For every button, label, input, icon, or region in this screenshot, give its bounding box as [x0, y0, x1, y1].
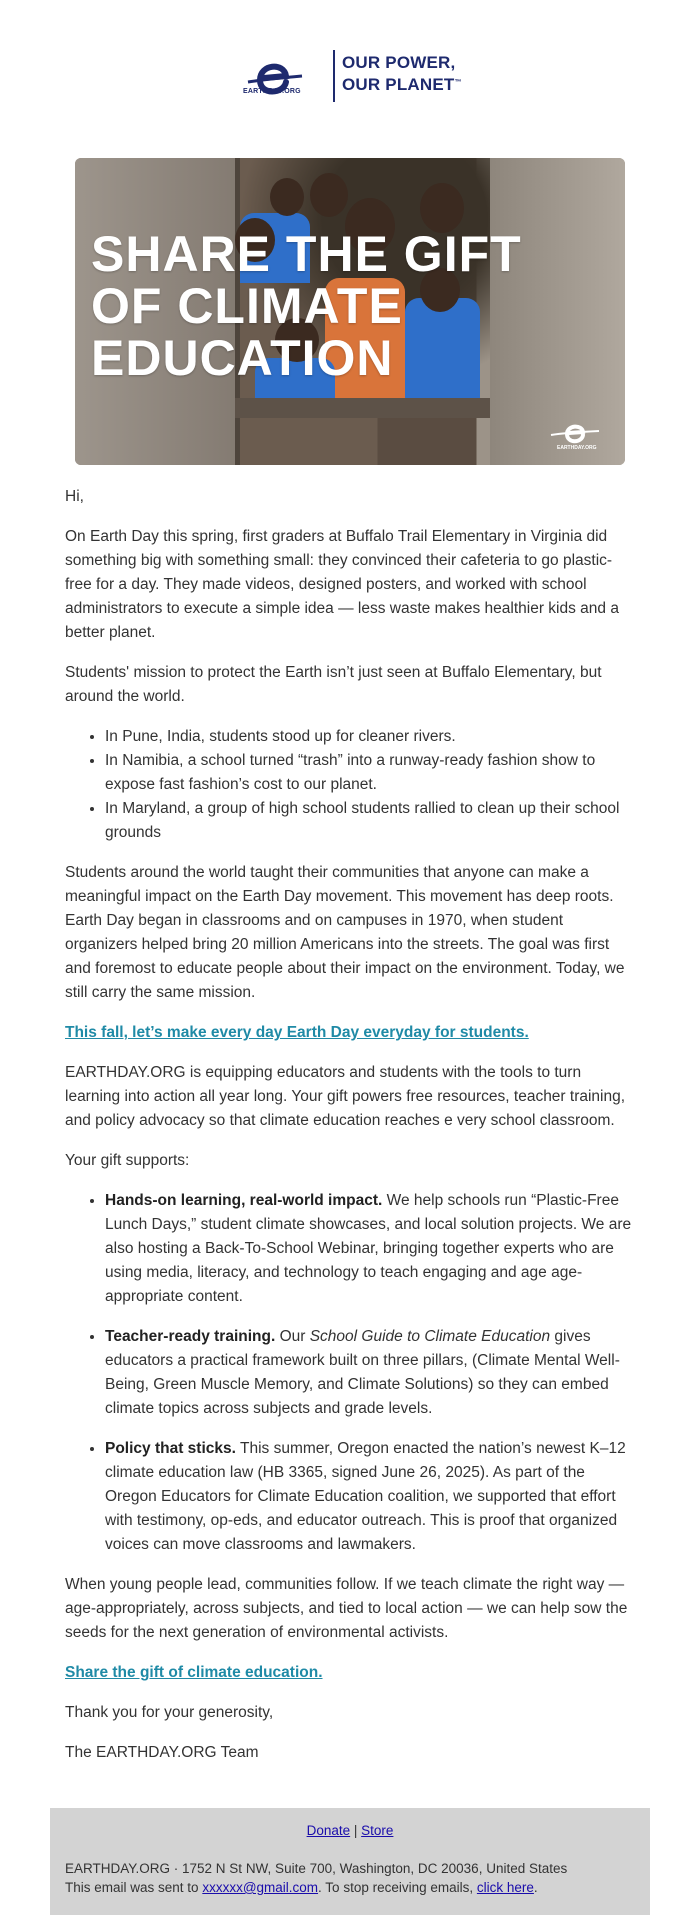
recipient-email-link[interactable]: xxxxxx@gmail.com	[202, 1880, 319, 1895]
signoff: Thank you for your generosity,	[65, 1704, 274, 1721]
trademark: ™	[454, 79, 462, 86]
logo-slogan	[342, 52, 462, 96]
supports-intro: Your gift supports:	[65, 1152, 190, 1169]
email-body	[65, 485, 635, 1781]
greeting: Hi,	[65, 488, 84, 505]
hero-child-face	[270, 178, 304, 216]
donate-link[interactable]: Donate	[306, 1823, 351, 1838]
cta-paragraph-1	[65, 1021, 635, 1045]
supports-list	[65, 1189, 635, 1557]
footer-sent-to	[65, 1878, 650, 1897]
support-text: We help schools run “Plastic-Free Lunch Days,” student climate showcases, and local solution projects. We are also hosting a Back-To-School Webinar, bringing together experts who are using media, literacy, and technology to teach engaging and age age-appropriate content.	[105, 1192, 632, 1305]
support-heading: Hands-on learning, real-world impact.	[105, 1192, 383, 1209]
list-item	[105, 1325, 635, 1421]
support-text: gives educators a practical framework built on three pillars, (Climate Mental Well-Being, Green Muscle Memory, and Climate Solutions) so they can embed climate topics across subjects and grade levels.	[105, 1328, 620, 1417]
hero-title-line-1: SHARE THE GIFT	[91, 226, 522, 282]
sent-prefix: This email was sent to	[65, 1880, 203, 1895]
unsubscribe-link[interactable]: click here	[476, 1880, 534, 1895]
email-container	[50, 0, 650, 1895]
hero-title-line-2: OF CLIMATE	[91, 278, 403, 334]
support-heading: Policy that sticks.	[105, 1440, 236, 1457]
slogan-line-2	[342, 74, 462, 96]
list-item	[105, 1189, 635, 1309]
hero-window-sill	[235, 398, 490, 418]
footer-address-block	[65, 1859, 650, 1897]
cta-link-everyday[interactable]: This fall, let’s make every day Earth Day everyday for students.	[65, 1024, 529, 1041]
guide-title: School Guide to Climate Education	[309, 1328, 551, 1345]
header-logo[interactable]	[50, 0, 650, 150]
signature: The EARTHDAY.ORG Team	[65, 1744, 259, 1761]
store-link[interactable]: Store	[361, 1823, 394, 1838]
list-item: • In Pune, India, students stood up for cleaner rivers.	[105, 725, 635, 749]
hero-banner[interactable]	[75, 158, 625, 465]
logo-divider	[333, 50, 335, 102]
email-footer	[50, 1808, 650, 1915]
earthday-watermark-icon	[547, 419, 603, 451]
support-text-pre: Our	[275, 1328, 310, 1345]
paragraph-mission: Students' mission to protect the Earth isn’t just seen at Buffalo Elementary, but around the world.	[65, 664, 602, 705]
paragraph-equipping: EARTHDAY.ORG is equipping educators and students with the tools to turn learning into action all year long. Your gift powers free resources, teacher training, and policy advocacy so that climate education reaches e very school classroom.	[65, 1064, 626, 1129]
slogan-line-1: OUR POWER,	[342, 53, 456, 72]
paragraph-history: Students around the world taught their communities that anyone can make a meaningful impact on the Earth Day movement. This movement has deep roots. Earth Day began in classrooms and on campuses in 1970, when student organizers helped bring 20 million Americans into the streets. The goal was first and foremost to educate people about their impact on the environment. Today, we still carry the same mission.	[65, 864, 625, 1001]
cta-link-share-gift[interactable]: Share the gift of climate education.	[65, 1664, 323, 1681]
hero-title	[91, 228, 522, 384]
list-item: • In Namibia, a school turned “trash” into a runway-ready fashion show to expose fast fashion’s cost to our planet.	[105, 749, 635, 797]
hero-watermark-text: EARTHDAY.ORG	[557, 445, 597, 451]
examples-list	[65, 725, 635, 845]
stop-text: . To stop receiving emails,	[318, 1880, 477, 1895]
hero-child-face	[310, 173, 348, 217]
support-text: This summer, Oregon enacted the nation’s newest K–12 climate education law (HB 3365, signed June 26, 2025). As part of the Oregon Educators for Climate Education coalition, we supported that effort with testimony, op-eds, and educator outreach. This is proof that organized voices can move classrooms and lawmakers.	[105, 1440, 626, 1553]
slogan-line-2-text: OUR PLANET	[342, 75, 455, 94]
footer-separator: |	[350, 1823, 362, 1838]
footer-address: EARTHDAY.ORG · 1752 N St NW, Suite 700, Washington, DC 20036, United States	[65, 1861, 568, 1876]
logo-org-text: EARTHDAY.ORG	[243, 88, 301, 95]
list-item: • In Maryland, a group of high school students rallied to clean up their school grounds	[105, 797, 635, 845]
cta-paragraph-2	[65, 1661, 635, 1685]
footer-links	[50, 1823, 650, 1838]
paragraph-young-people: When young people lead, communities follow. If we teach climate the right way — age-appropriately, across subjects, and tied to local action — we can help sow the seeds for the next generation of environmental activists.	[65, 1576, 628, 1641]
paragraph-buffalo-trail: On Earth Day this spring, first graders at Buffalo Trail Elementary in Virginia did something big with something small: they convinced their cafeteria to go plastic-free for a day. They made videos, designed posters, and worked with school administrators to execute a simple idea — less waste makes healthier kids and a better planet.	[65, 528, 619, 641]
support-heading: Teacher-ready training.	[105, 1328, 276, 1345]
footer-end: .	[533, 1880, 538, 1895]
list-item	[105, 1437, 635, 1557]
hero-title-line-3: EDUCATION	[91, 330, 394, 386]
